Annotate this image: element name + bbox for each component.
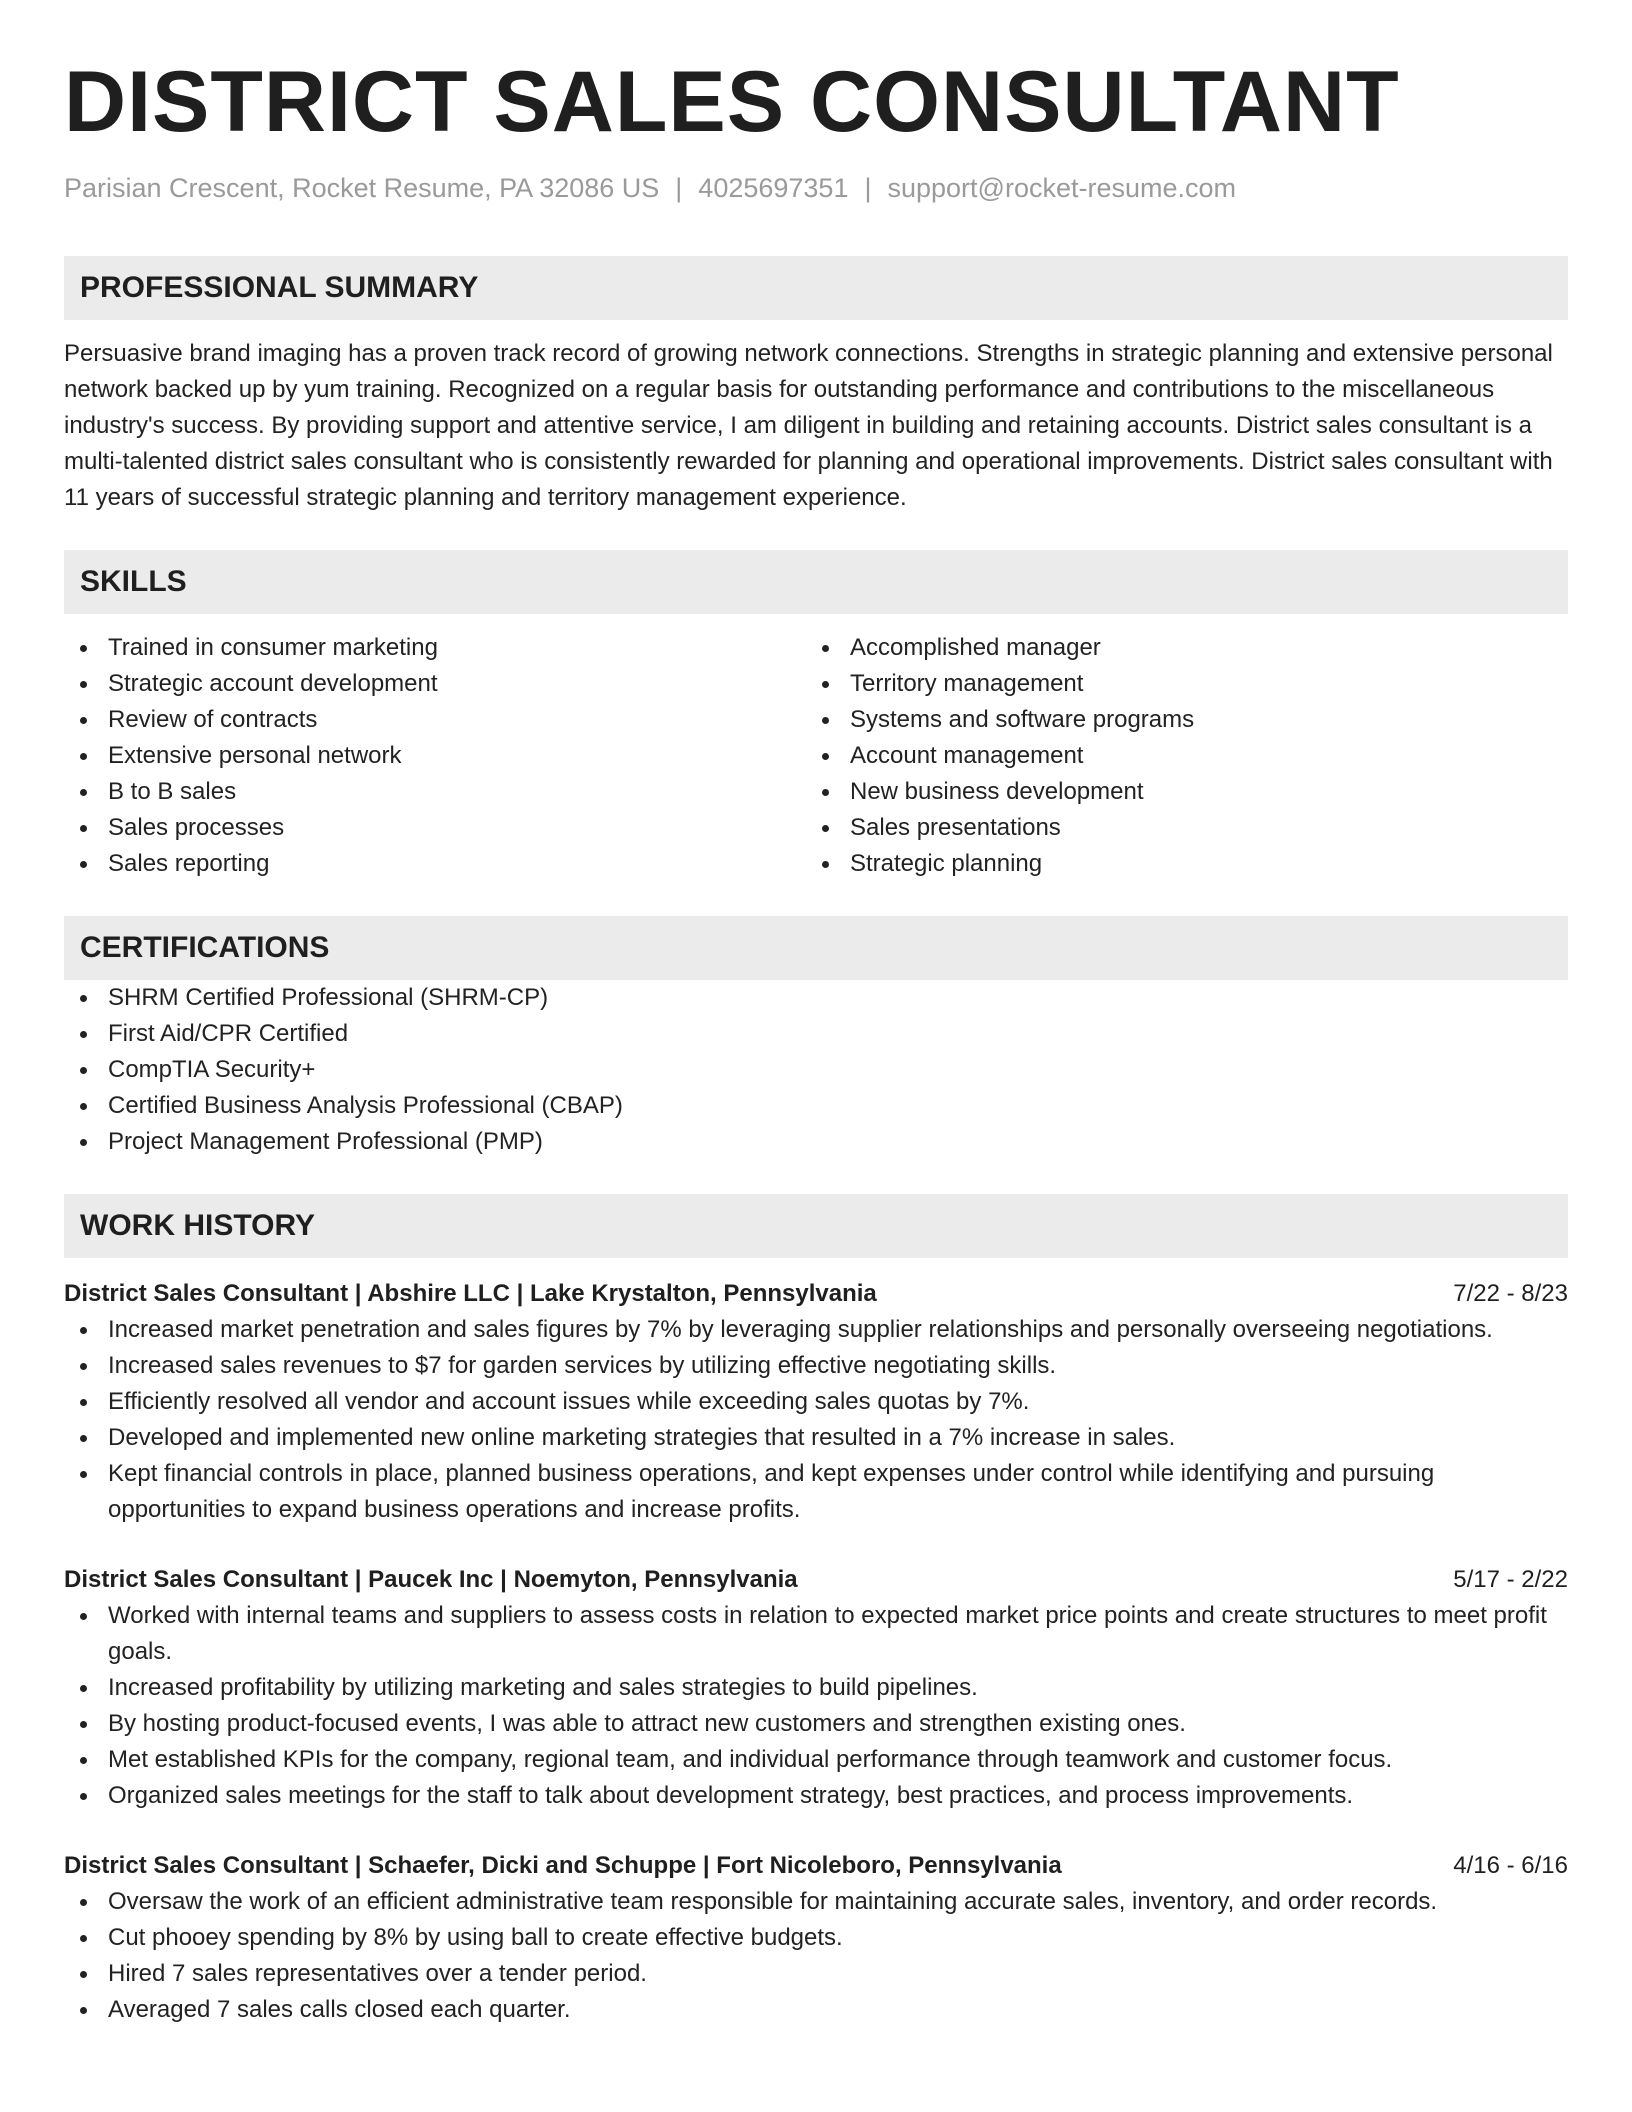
job-entry bbox=[64, 1276, 1568, 1528]
job-header bbox=[64, 1276, 1568, 1312]
job-header bbox=[64, 1562, 1568, 1598]
skills-grid bbox=[64, 630, 1568, 882]
job-title: District Sales Consultant | Paucek Inc | Noemyton, Pennsylvania bbox=[64, 1566, 798, 1593]
job-bullet: Hired 7 sales representatives over a tender period. bbox=[64, 1956, 1568, 1992]
skill-item: Strategic account development bbox=[64, 666, 806, 702]
job-dates: 7/22 - 8/23 bbox=[1453, 1280, 1568, 1307]
certification-item: SHRM Certified Professional (SHRM-CP) bbox=[64, 980, 1568, 1016]
skill-item: B to B sales bbox=[64, 774, 806, 810]
skills-column-left bbox=[64, 630, 806, 882]
skill-item: Territory management bbox=[806, 666, 1548, 702]
job-bullet: Averaged 7 sales calls closed each quarter. bbox=[64, 1992, 1568, 2028]
job-bullet: Kept financial controls in place, planned business operations, and kept expenses under control while identifying and pursuing opportunities to expand business operations and increase profits. bbox=[64, 1456, 1568, 1528]
job-bullet: Organized sales meetings for the staff to talk about development strategy, best practices, and process improvements. bbox=[64, 1778, 1568, 1814]
job-bullet: Developed and implemented new online marketing strategies that resulted in a 7% increase in sales. bbox=[64, 1420, 1568, 1456]
skill-item: Trained in consumer marketing bbox=[64, 630, 806, 666]
job-bullet: Cut phooey spending by 8% by using ball to create effective budgets. bbox=[64, 1920, 1568, 1956]
skills-column-right bbox=[806, 630, 1548, 882]
skill-item: Systems and software programs bbox=[806, 702, 1548, 738]
job-title: District Sales Consultant | Abshire LLC | Lake Krystalton, Pennsylvania bbox=[64, 1280, 877, 1307]
job-bullets bbox=[64, 1884, 1568, 2028]
section-heading: WORK HISTORY bbox=[64, 1194, 1568, 1258]
job-bullet: Worked with internal teams and suppliers to assess costs in relation to expected market price points and create structures to meet profit goals. bbox=[64, 1598, 1568, 1670]
contact-separator: | bbox=[675, 173, 683, 203]
skills-section bbox=[64, 550, 1568, 882]
job-dates: 4/16 - 6/16 bbox=[1453, 1852, 1568, 1879]
work-history-section bbox=[64, 1194, 1568, 2028]
page-title: DISTRICT SALES CONSULTANT bbox=[64, 54, 1400, 150]
contact-phone: 4025697351 bbox=[698, 173, 849, 203]
skill-item: Sales reporting bbox=[64, 846, 806, 882]
section-heading: SKILLS bbox=[64, 550, 1568, 614]
job-bullet: Oversaw the work of an efficient administrative team responsible for maintaining accurate sales, inventory, and order records. bbox=[64, 1884, 1568, 1920]
skill-item: Extensive personal network bbox=[64, 738, 806, 774]
certifications-list bbox=[64, 980, 1568, 1160]
skill-item: Accomplished manager bbox=[806, 630, 1548, 666]
job-entry bbox=[64, 1562, 1568, 1814]
contact-separator: | bbox=[864, 173, 872, 203]
section-heading: CERTIFICATIONS bbox=[64, 916, 1568, 980]
skills-list bbox=[806, 630, 1548, 882]
job-bullet: Increased profitability by utilizing marketing and sales strategies to build pipelines. bbox=[64, 1670, 1568, 1706]
job-bullet: Met established KPIs for the company, regional team, and individual performance through teamwork and customer focus. bbox=[64, 1742, 1568, 1778]
job-dates: 5/17 - 2/22 bbox=[1453, 1566, 1568, 1593]
professional-summary-section bbox=[64, 256, 1568, 516]
section-heading: PROFESSIONAL SUMMARY bbox=[64, 256, 1568, 320]
contact-email: support@rocket-resume.com bbox=[887, 173, 1237, 203]
contact-line bbox=[64, 170, 1568, 206]
job-entry bbox=[64, 1848, 1568, 2028]
certification-item: CompTIA Security+ bbox=[64, 1052, 1568, 1088]
job-header bbox=[64, 1848, 1568, 1884]
skill-item: Sales presentations bbox=[806, 810, 1548, 846]
skill-item: Strategic planning bbox=[806, 846, 1548, 882]
certification-item: Certified Business Analysis Professional (CBAP) bbox=[64, 1088, 1568, 1124]
skills-list bbox=[64, 630, 806, 882]
certification-item: Project Management Professional (PMP) bbox=[64, 1124, 1568, 1160]
certification-item: First Aid/CPR Certified bbox=[64, 1016, 1568, 1052]
summary-text: Persuasive brand imaging has a proven track record of growing network connections. Strengths in strategic planning and extensive personal network backed up by yum training. Recognized on a regular basis for outstanding performance and contributions to the miscellaneous industry's success. By providing support and attentive service, I am diligent in building and retaining accounts. District sales consultant is a multi-talented district sales consultant who is consistently rewarded for planning and operational improvements. District sales consultant with 11 years of successful strategic planning and territory management experience. bbox=[64, 340, 1553, 511]
contact-address: Parisian Crescent, Rocket Resume, PA 32086 US bbox=[64, 173, 660, 203]
job-bullets bbox=[64, 1312, 1568, 1528]
skill-item: Account management bbox=[806, 738, 1548, 774]
skill-item: Sales processes bbox=[64, 810, 806, 846]
skill-item: New business development bbox=[806, 774, 1548, 810]
certifications-section bbox=[64, 916, 1568, 1160]
job-bullet: Increased sales revenues to $7 for garden services by utilizing effective negotiating skills. bbox=[64, 1348, 1568, 1384]
skill-item: Review of contracts bbox=[64, 702, 806, 738]
job-title: District Sales Consultant | Schaefer, Dicki and Schuppe | Fort Nicoleboro, Pennsylvania bbox=[64, 1852, 1062, 1879]
job-bullet: By hosting product-focused events, I was able to attract new customers and strengthen existing ones. bbox=[64, 1706, 1568, 1742]
job-bullet: Efficiently resolved all vendor and account issues while exceeding sales quotas by 7%. bbox=[64, 1384, 1568, 1420]
job-bullet: Increased market penetration and sales figures by 7% by leveraging supplier relationships and personally overseeing negotiations. bbox=[64, 1312, 1568, 1348]
job-bullets bbox=[64, 1598, 1568, 1814]
